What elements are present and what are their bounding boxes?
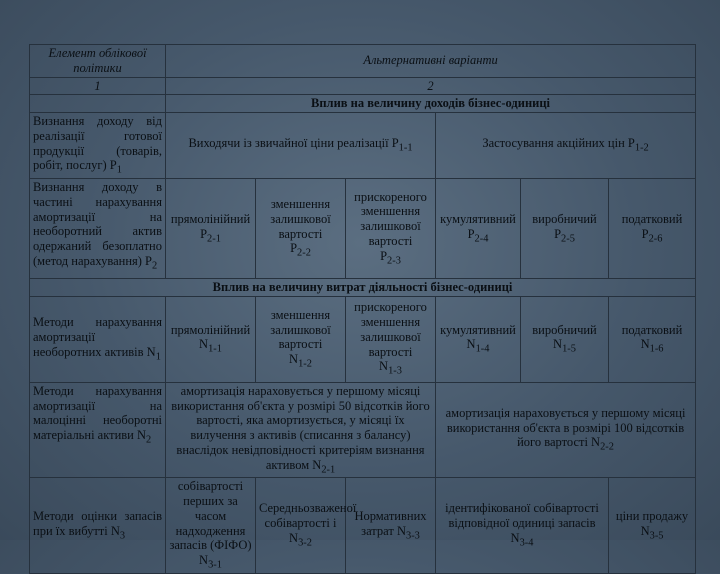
section2-title: Вплив на величину витрат діяльності бізнес-одиниці [30,279,696,297]
header-row [30,45,696,78]
p2-method-4: кумулятивний $P_{2-4}$ [436,179,521,279]
n3-method-4: ідентифікованої собівартості відповідної одиниці запасів $N_{3-4}$ [436,478,609,574]
depr-free-row [30,179,696,279]
revenue-option-2: Застосування акційних цін $P_{1-2}$ [436,113,696,179]
p2-method-3: прискореного зменшення залишкової вартості $P_{2-3}$ [346,179,436,279]
inventory-row [30,478,696,574]
p2-method-2: зменшення залишкової вартості $P_{2-2}$ [256,179,346,279]
n1-method-2: зменшення залишкової вартості $N_{1-2}$ [256,296,346,382]
n1-method-5: виробничий $N_{1-5}$ [521,296,609,382]
col1-title: Елемент облікової політики [30,45,166,78]
n3-method-5: ціни продажу $N_{3-5}$ [609,478,696,574]
n1-method-4: кумулятивний $N_{1-4}$ [436,296,521,382]
low-value-option-1: амортизація нараховується у першому місяці використання об'єкта у розмірі 50 відсотків його вартості, яка амортизується, у місяці їх вилучення з активів (списання з балансу) внаслідок невідповідності критеріям визнання активом $N_{2-1}$ [166,382,436,478]
revenue-label: Визнання доходу від реалізації готової продукції (товарів, робіт, послуг) $P_1$ [30,113,166,179]
n3-method-3: Нормативних затрат $N_{3-3}$ [346,478,436,574]
section1-blank [30,95,166,113]
section1-row [30,95,696,113]
section1-title: Вплив на величину доходів бізнес-одиниці [166,95,696,113]
p2-method-5: виробничий $P_{2-5}$ [521,179,609,279]
col2-num: 2 [166,77,696,95]
header-num-row [30,77,696,95]
revenue-row [30,113,696,179]
n3-method-2: Середньозваженої собівартості і $N_{3-2}$ [256,478,346,574]
n1-method-1: прямолінійний $N_{1-1}$ [166,296,256,382]
accounting-policy-table [29,44,696,574]
col1-num: 1 [30,77,166,95]
low-value-label: Методи нарахування амортизації на малоцінні необоротні матеріальні активи $N_2$ [30,382,166,478]
depr-methods-label: Методи нарахування амортизації необоротних активів $N_1$ [30,296,166,382]
n1-method-6: податковий $N_{1-6}$ [609,296,696,382]
n1-method-3: прискореного зменшення залишкової вартості $N_{1-3}$ [346,296,436,382]
p2-method-1: прямолінійний $P_{2-1}$ [166,179,256,279]
depr-free-label: Визнання доходу в частині нарахування амортизації на необоротний актив одержаний безоплатно (метод нарахування) $P_2$ [30,179,166,279]
col2-title: Альтернативні варіанти [166,45,696,78]
p2-method-6: податковий $P_{2-6}$ [609,179,696,279]
revenue-option-1: Виходячи із звичайної ціни реалізації $P_{1-1}$ [166,113,436,179]
section2-row [30,279,696,297]
low-value-option-2: амортизація нараховується у першому місяці використання об'єкта в розмірі 100 відсотків його вартості $N_{2-2}$ [436,382,696,478]
n3-method-1: собівартості перших за часом надходження запасів (ФІФО) $N_{3-1}$ [166,478,256,574]
inventory-label: Методи оцінки запасів при їх вибутті $N_3$ [30,478,166,574]
low-value-row [30,382,696,478]
depr-methods-row [30,296,696,382]
